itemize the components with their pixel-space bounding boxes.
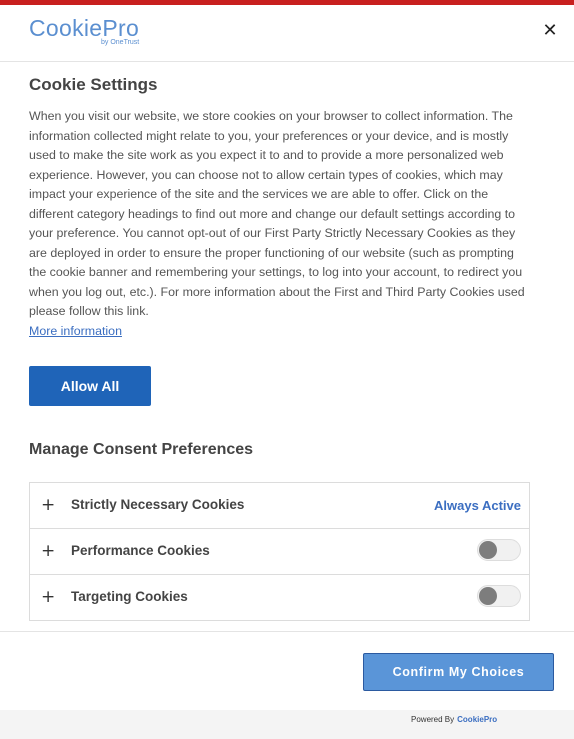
- powered-by-bar: [0, 710, 574, 739]
- expand-plus-icon: +: [41, 541, 56, 561]
- category-label: Strictly Necessary Cookies: [71, 497, 245, 512]
- category-performance[interactable]: [30, 529, 529, 575]
- targeting-cookies-toggle[interactable]: [477, 585, 521, 607]
- confirm-my-choices-button[interactable]: Confirm My Choices: [363, 653, 554, 691]
- close-button[interactable]: [540, 21, 560, 41]
- dialog-header: [0, 5, 574, 62]
- cookie-settings-title: Cookie Settings: [29, 75, 158, 94]
- cookiepro-link[interactable]: CookiePro: [457, 715, 498, 724]
- description-text: When you visit our website, we store cookies on your browser to collect information. The information collected might relate to you, your preferences or your device, and is mostly used to make the site work as you expect it to and to provide a more personalized web experience. However, you can choose not to allow certain types of cookies, which may impact your experience of the site and the services we are able to offer. Click on the different category headings to find out more and change our default settings according to your preference. You cannot opt-out of our First Party Strictly Necessary Cookies as they are deployed in order to ensure the proper functioning of our website (such as prompting the cookie banner and remembering your settings, to log into your account, to redirect you when you log out, etc.). For more information about the First and Third Party Cookies used please follow this link.: [29, 109, 525, 318]
- category-label: Performance Cookies: [71, 543, 210, 558]
- toggle-knob: [479, 587, 497, 605]
- logo-wordmark: CookiePro: [29, 15, 140, 41]
- logo-tagline: by OneTrust: [101, 39, 140, 46]
- allow-all-button[interactable]: Allow All: [29, 366, 151, 406]
- cookie-settings-dialog: [0, 5, 574, 739]
- powered-by-label: Powered By: [411, 715, 455, 724]
- dialog-footer: [0, 631, 574, 739]
- cookie-settings-description: [29, 107, 534, 341]
- category-strictly-necessary[interactable]: [30, 483, 529, 529]
- expand-plus-icon: +: [41, 495, 56, 515]
- performance-cookies-toggle[interactable]: [477, 539, 521, 561]
- powered-by-text: [411, 715, 497, 724]
- close-icon: ✕: [542, 20, 558, 41]
- cookiepro-logo: [29, 15, 140, 46]
- toggle-knob: [479, 541, 497, 559]
- consent-category-list: [29, 482, 530, 621]
- manage-consent-title: Manage Consent Preferences: [29, 441, 254, 458]
- always-active-badge: Always Active: [434, 498, 521, 513]
- category-targeting[interactable]: [30, 575, 529, 620]
- expand-plus-icon: +: [41, 587, 56, 607]
- more-information-link[interactable]: More information: [29, 323, 122, 338]
- category-label: Targeting Cookies: [71, 589, 188, 604]
